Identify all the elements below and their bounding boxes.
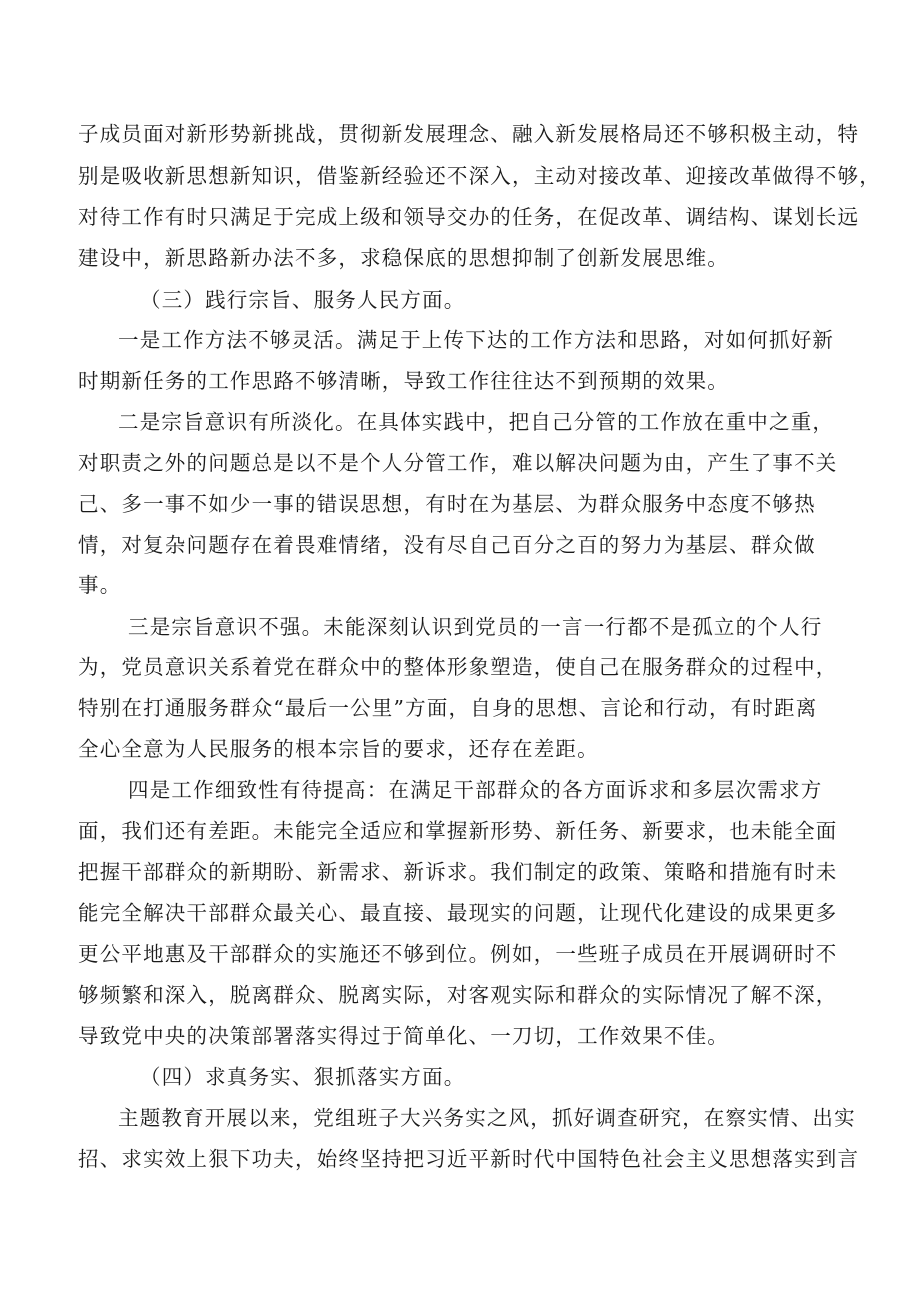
paragraph-line: 情，对复杂问题存在着畏难情绪，没有尽自己百分之百的努力为基层、群众做	[78, 533, 816, 557]
section-heading: （四）求真务实、狠抓落实方面。	[140, 1065, 466, 1089]
paragraph-line: 招、求实效上狠下功夫，始终坚持把习近平新时代中国特色社会主义思想落实到言	[78, 1147, 860, 1171]
paragraph-line: 己、多一事不如少一事的错误思想，有时在为基层、为群众服务中态度不够热	[78, 492, 816, 516]
paragraph-line: 对待工作有时只满足于完成上级和领导交办的任务，在促改革、调结构、谋划长远	[78, 205, 860, 229]
paragraph-line: 对职责之外的问题总是以不是个人分管工作，难以解决问题为由，产生了事不关	[78, 451, 838, 475]
paragraph-line: 子成员面对新形势新挑战，贯彻新发展理念、融入新发展格局还不够积极主动，特	[78, 122, 860, 146]
section-heading: （三）践行宗旨、服务人民方面。	[140, 288, 466, 312]
paragraph-line: 把握干部群众的新期盼、新需求、新诉求。我们制定的政策、策略和措施有时未	[78, 860, 838, 884]
paragraph-line: 一是工作方法不够灵活。满足于上传下达的工作方法和思路，对如何抓好新	[118, 328, 835, 352]
paragraph-line: 能完全解决干部群众最关心、最直接、最现实的问题，让现代化建设的成果更多	[78, 901, 838, 925]
paragraph-line: 够频繁和深入，脱离群众、脱离实际，对客观实际和群众的实际情况了解不深，	[78, 983, 838, 1007]
paragraph-line: 事。	[78, 573, 122, 597]
paragraph-line: 时期新任务的工作思路不够清晰，导致工作往往达不到预期的效果。	[78, 369, 729, 393]
paragraph-line: 三是宗旨意识不强。未能深刻认识到党员的一言一行都不是孤立的个人行	[128, 615, 823, 639]
paragraph-line: 主题教育开展以来，党组班子大兴务实之风，抓好调查研究，在察实情、出实	[118, 1106, 856, 1130]
paragraph-line: 全心全意为人民服务的根本宗旨的要求，还存在差距。	[78, 737, 599, 761]
paragraph-line: 四是工作细致性有待提高：在满足干部群众的各方面诉求和多层次需求方	[128, 778, 823, 802]
paragraph-line: 更公平地惠及干部群众的实施还不够到位。例如，一些班子成员在开展调研时不	[78, 942, 838, 966]
paragraph-line: 导致党中央的决策部署落实得过于简单化、一刀切，工作效果不佳。	[78, 1024, 729, 1048]
paragraph-line: 面，我们还有差距。未能完全适应和掌握新形势、新任务、新要求，也未能全面	[78, 819, 838, 843]
paragraph-line: 别是吸收新思想新知识，借鉴新经验还不深入，主动对接改革、迎接改革做得不够，	[78, 164, 881, 188]
paragraph-line: 特别在打通服务群众“最后一公里”方面，自身的思想、言论和行动，有时距离	[78, 696, 818, 720]
paragraph-line: 建设中，新思路新办法不多，求稳保底的思想抑制了创新发展思维。	[78, 246, 729, 270]
paragraph-line: 二是宗旨意识有所淡化。在具体实践中，把自己分管的工作放在重中之重，	[118, 410, 835, 434]
paragraph-line: 为，党员意识关系着党在群众中的整体形象塑造，使自己在服务群众的过程中，	[78, 655, 838, 679]
